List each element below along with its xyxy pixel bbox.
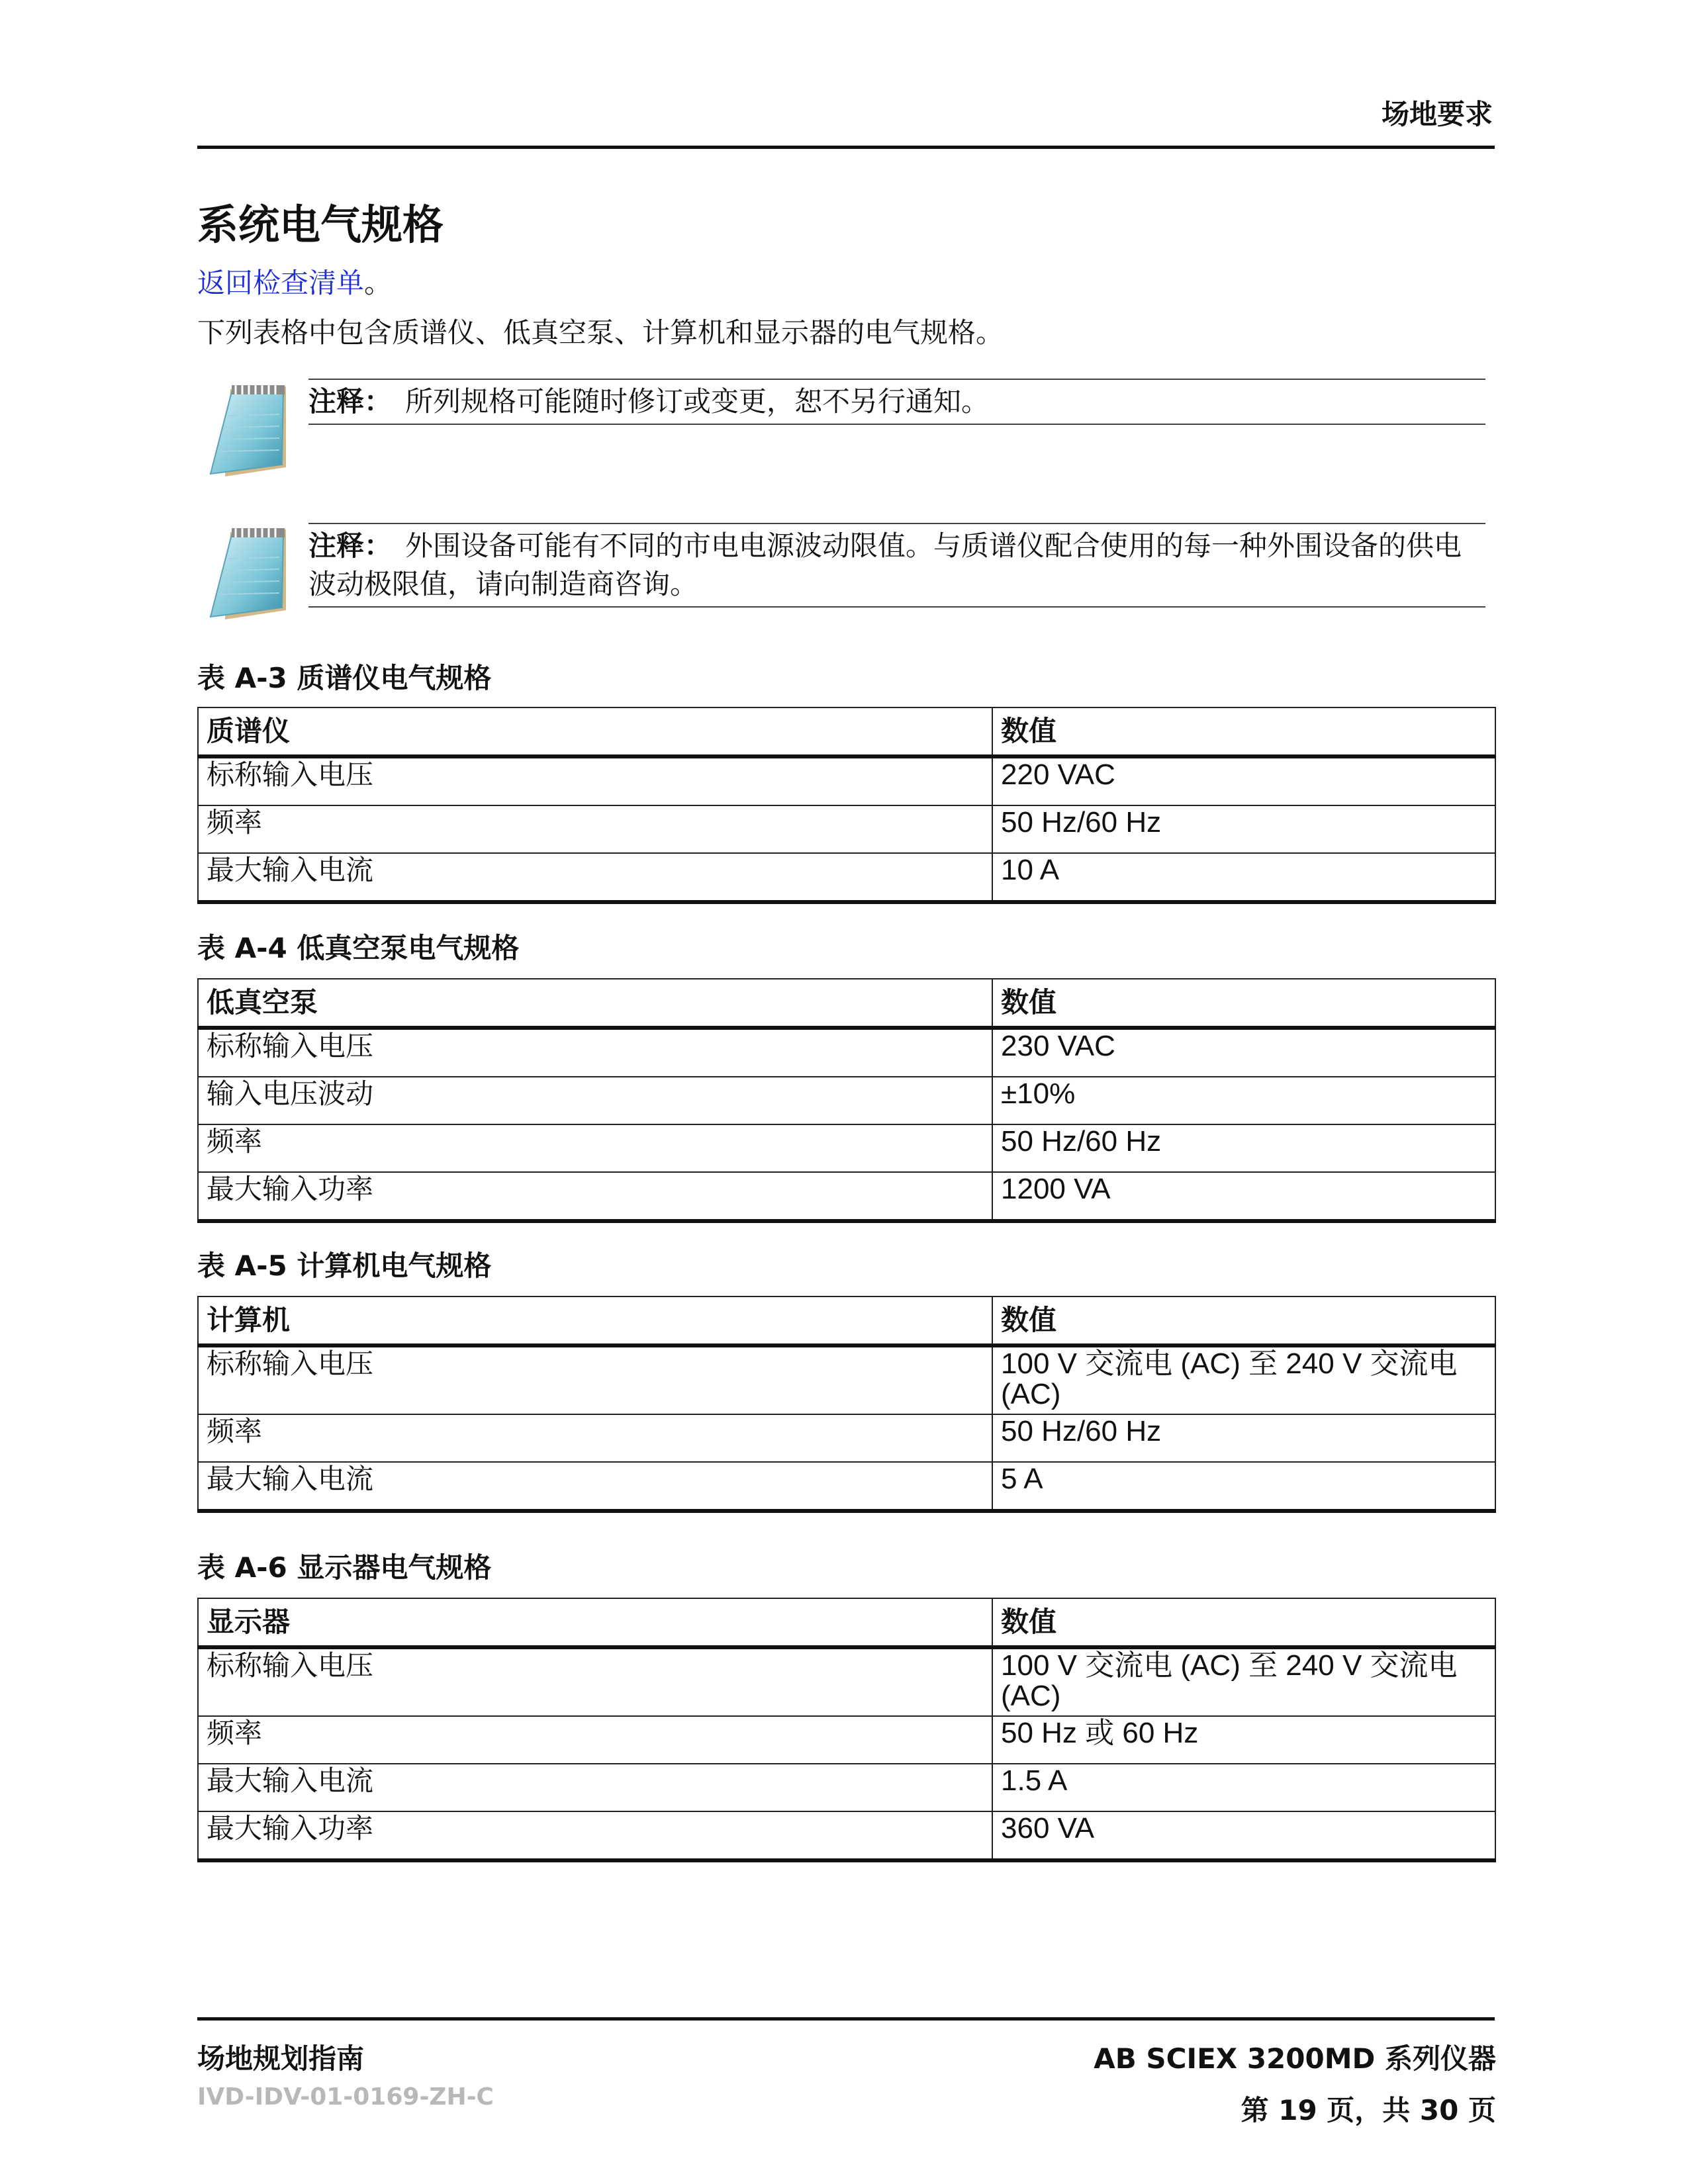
table-row <box>198 1764 1495 1811</box>
spec-value: 100 V 交流电 (AC) 至 240 V 交流电 (AC) <box>992 1345 1495 1414</box>
table-row <box>198 1811 1495 1860</box>
footer-page-number: 第 19 页，共 30 页 <box>1241 2094 1496 2126</box>
table-caption: 表 A-4 低真空泵电气规格 <box>197 932 520 964</box>
column-header: 数值 <box>992 979 1495 1028</box>
table-row <box>198 805 1495 853</box>
table-row <box>198 853 1495 902</box>
table-row <box>198 756 1495 805</box>
table-row <box>198 1716 1495 1764</box>
note-2 <box>197 520 1485 626</box>
table-header-row <box>198 707 1495 756</box>
table-row <box>198 1462 1495 1511</box>
spec-table-monitor <box>197 1598 1496 1862</box>
table-row <box>198 1077 1495 1124</box>
table-row <box>198 1028 1495 1077</box>
table-row <box>198 1124 1495 1172</box>
section-label: 场地要求 <box>1381 98 1493 130</box>
footer-doc-code: IVD-IDV-01-0169-ZH-C <box>197 2083 494 2111</box>
note-body <box>308 379 1485 425</box>
spec-value: 100 V 交流电 (AC) 至 240 V 交流电 (AC) <box>992 1647 1495 1716</box>
spec-value: 1.5 A <box>992 1764 1495 1811</box>
spec-value: 50 Hz 或 60 Hz <box>992 1716 1495 1764</box>
spec-table-mass-spectrometer <box>197 707 1496 904</box>
spec-name: 标称输入电压 <box>198 1345 992 1414</box>
table-caption: 表 A-6 显示器电气规格 <box>197 1551 492 1584</box>
intro-text: 下列表格中包含质谱仪、低真空泵、计算机和显示器的电气规格。 <box>197 316 1004 349</box>
table-row <box>198 1172 1495 1221</box>
notepad-icon <box>205 525 291 625</box>
spec-value: 10 A <box>992 853 1495 902</box>
column-header: 显示器 <box>198 1598 992 1647</box>
spec-value: 50 Hz/60 Hz <box>992 1124 1495 1172</box>
spec-value: 50 Hz/60 Hz <box>992 1414 1495 1462</box>
table-caption: 表 A-3 质谱仪电气规格 <box>197 662 492 694</box>
column-header: 计算机 <box>198 1297 992 1345</box>
spec-value: 5 A <box>992 1462 1495 1511</box>
note-label: 注释： <box>308 529 393 562</box>
spec-name: 频率 <box>198 805 992 853</box>
note-body <box>308 523 1485 608</box>
table-header-row <box>198 1598 1495 1647</box>
spec-name: 频率 <box>198 1124 992 1172</box>
spec-name: 最大输入电流 <box>198 853 992 902</box>
footer-rule <box>197 2017 1495 2021</box>
note-label: 注释： <box>308 385 393 418</box>
page-title: 系统电气规格 <box>197 201 444 249</box>
spec-value: 1200 VA <box>992 1172 1495 1221</box>
spec-name: 频率 <box>198 1414 992 1462</box>
notepad-icon <box>205 383 291 482</box>
back-link-line <box>197 261 392 301</box>
spec-name: 标称输入电压 <box>198 1647 992 1716</box>
table-row <box>198 1414 1495 1462</box>
spec-table-roughing-pump <box>197 978 1496 1223</box>
column-header: 数值 <box>992 707 1495 756</box>
table-caption: 表 A-5 计算机电气规格 <box>197 1250 492 1282</box>
table-row <box>198 1647 1495 1716</box>
table-row <box>198 1345 1495 1414</box>
spec-name: 最大输入电流 <box>198 1462 992 1511</box>
spec-value: 230 VAC <box>992 1028 1495 1077</box>
spec-name: 频率 <box>198 1716 992 1764</box>
spec-name: 最大输入功率 <box>198 1811 992 1860</box>
spec-name: 输入电压波动 <box>198 1077 992 1124</box>
note-text: 外围设备可能有不同的市电电源波动限值。与质谱仪配合使用的每一种外围设备的供电波动极限值，请向制造商咨询。 <box>308 529 1462 600</box>
spec-value: 50 Hz/60 Hz <box>992 805 1495 853</box>
spec-name: 标称输入电压 <box>198 756 992 805</box>
table-header-row <box>198 1297 1495 1345</box>
column-header: 质谱仪 <box>198 707 992 756</box>
note-1 <box>197 377 1485 483</box>
column-header: 数值 <box>992 1297 1495 1345</box>
footer-product: AB SCIEX 3200MD 系列仪器 <box>1094 2042 1496 2075</box>
table-header-row <box>198 979 1495 1028</box>
column-header: 低真空泵 <box>198 979 992 1028</box>
note-text: 所列规格可能随时修订或变更，恕不另行通知。 <box>405 385 990 418</box>
spec-table-computer <box>197 1296 1496 1513</box>
spec-value: ±10% <box>992 1077 1495 1124</box>
footer-doc-title: 场地规划指南 <box>197 2042 365 2075</box>
back-to-checklist-link[interactable]: 返回检查清单 <box>197 267 365 299</box>
spec-name: 标称输入电压 <box>198 1028 992 1077</box>
header-rule <box>197 146 1495 149</box>
column-header: 数值 <box>992 1598 1495 1647</box>
spec-name: 最大输入电流 <box>198 1764 992 1811</box>
spec-name: 最大输入功率 <box>198 1172 992 1221</box>
spec-value: 220 VAC <box>992 756 1495 805</box>
back-link-suffix: 。 <box>364 267 393 299</box>
spec-value: 360 VA <box>992 1811 1495 1860</box>
